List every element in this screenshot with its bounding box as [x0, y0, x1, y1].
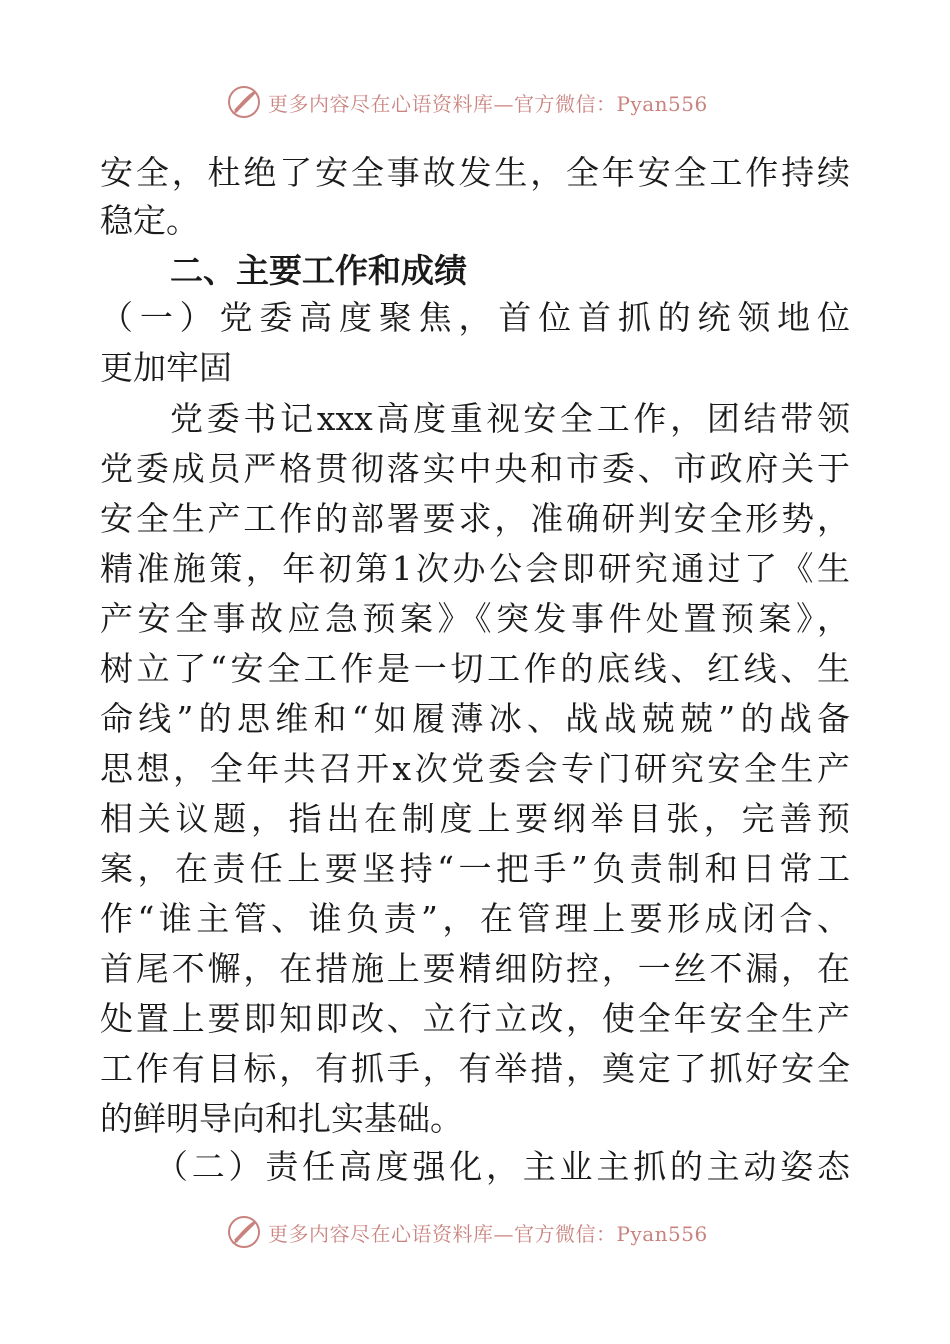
watermark-text-bottom: 更多内容尽在心语资料库—官方微信：Pyan556: [268, 1221, 708, 1246]
text-line-2: 稳定。: [100, 201, 199, 240]
text-line-1: 安全，杜绝了安全事故发生，全年安全工作持续: [100, 153, 850, 192]
paragraph-line-15: 的鲜明导向和扎实基础。: [100, 1099, 463, 1138]
watermark-banner-bottom: [226, 1212, 708, 1252]
paragraph-line-4: 精准施策，年初第1次办公会即研究通过了《生: [100, 549, 850, 588]
paragraph-line-11: 作“谁主管、谁负责”，在管理上要形成闭合、: [100, 899, 850, 938]
watermark-banner-top: [226, 82, 708, 122]
paragraph-line-1: 党委书记xxx高度重视安全工作，团结带领: [170, 399, 850, 438]
watermark-text-top: 更多内容尽在心语资料库—官方微信：Pyan556: [268, 91, 708, 116]
paragraph-line-8: 思想，全年共召开x次党委会专门研究安全生产: [100, 749, 850, 788]
paragraph-line-10: 案，在责任上要坚持“一把手”负责制和日常工: [100, 849, 850, 888]
paragraph-line-13: 处置上要即知即改、立行立改，使全年安全生产: [100, 999, 850, 1038]
subsection-heading-1-cont: 更加牢固: [100, 348, 232, 387]
paragraph-line-3: 安全生产工作的部署要求，准确研判安全形势，: [100, 499, 850, 538]
paragraph-line-2: 党委成员严格贯彻落实中央和市委、市政府关于: [100, 449, 850, 488]
paragraph-line-12: 首尾不懈，在措施上要精细防控，一丝不漏，在: [100, 949, 850, 988]
section-heading: 二、主要工作和成绩: [170, 251, 467, 290]
paragraph-line-6: 树立了“安全工作是一切工作的底线、红线、生: [100, 649, 850, 688]
pen-logo-icon: [226, 84, 262, 120]
subsection-heading-2: （二）责任高度强化，主业主抓的主动姿态: [155, 1147, 850, 1186]
paragraph-line-7: 命线”的思维和“如履薄冰、战战兢兢”的战备: [100, 699, 850, 738]
pen-logo-icon: [226, 1214, 262, 1250]
paragraph-line-14: 工作有目标，有抓手，有举措，奠定了抓好安全: [100, 1049, 850, 1088]
paragraph-line-9: 相关议题，指出在制度上要纲举目张，完善预: [100, 799, 850, 838]
paragraph-line-5: 产安全事故应急预案》《突发事件处置预案》，: [100, 599, 850, 638]
subsection-heading-1: （一）党委高度聚焦，首位首抓的统领地位: [100, 298, 850, 337]
